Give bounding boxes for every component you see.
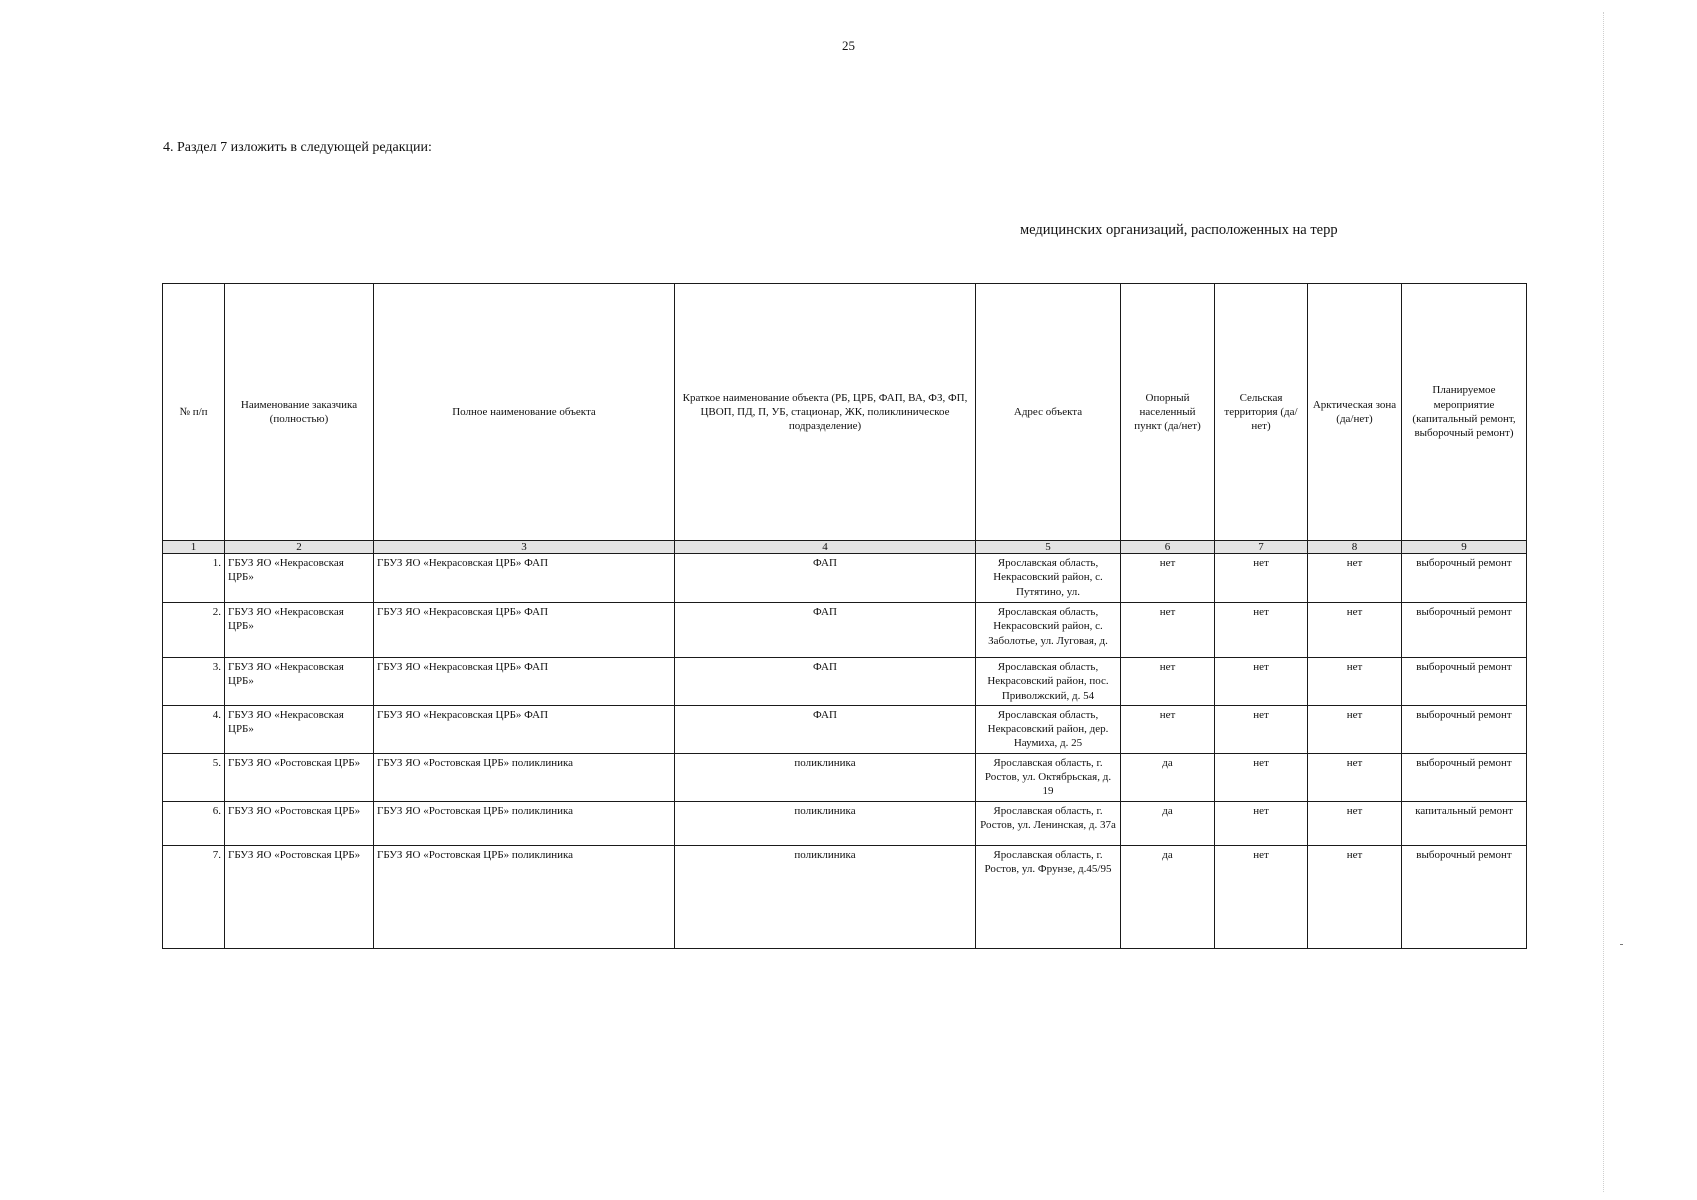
header-cell-base-settlement: Опорный населенный пункт (да/нет) [1121, 284, 1215, 541]
column-number: 7 [1215, 541, 1308, 554]
table-row [163, 801, 1527, 845]
customer-cell: ГБУЗ ЯО «Некрасовская ЦРБ» [225, 603, 374, 658]
short-name-cell: ФАП [675, 603, 976, 658]
table-row [163, 753, 1527, 801]
base-settlement-cell: да [1121, 753, 1215, 801]
address-cell: Ярославская область, Некрасовский район, пос. Приволжский, д. 54 [976, 658, 1121, 706]
rural-cell: нет [1215, 603, 1308, 658]
table-row [163, 658, 1527, 706]
measure-cell: выборочный ремонт [1402, 705, 1527, 753]
short-name-cell: поликлиника [675, 845, 976, 948]
row-number: 7. [163, 845, 225, 948]
column-number: 3 [374, 541, 675, 554]
address-cell: Ярославская область, Некрасовский район, с. Заболотье, ул. Луговая, д. [976, 603, 1121, 658]
arctic-cell: нет [1308, 845, 1402, 948]
short-name-cell: ФАП [675, 554, 976, 603]
address-cell: Ярославская область, г. Ростов, ул. Октябрьская, д. 19 [976, 753, 1121, 801]
short-name-cell: ФАП [675, 658, 976, 706]
page-number: 25 [842, 38, 855, 53]
short-name-cell: поликлиника [675, 801, 976, 845]
customer-cell: ГБУЗ ЯО «Ростовская ЦРБ» [225, 845, 374, 948]
full-name-cell: ГБУЗ ЯО «Некрасовская ЦРБ» ФАП [374, 554, 675, 603]
rural-cell: нет [1215, 658, 1308, 706]
column-number: 2 [225, 541, 374, 554]
address-cell: Ярославская область, г. Ростов, ул. Фрунзе, д.45/95 [976, 845, 1121, 948]
column-number: 4 [675, 541, 976, 554]
intro-text: 4. Раздел 7 изложить в следующей редакции: [163, 140, 432, 155]
table-row [163, 603, 1527, 658]
column-number-row [163, 541, 1527, 554]
customer-cell: ГБУЗ ЯО «Некрасовская ЦРБ» [225, 658, 374, 706]
column-number: 9 [1402, 541, 1527, 554]
page-edge-line [1603, 12, 1604, 1192]
rural-cell: нет [1215, 705, 1308, 753]
row-number: 1. [163, 554, 225, 603]
arctic-cell: нет [1308, 801, 1402, 845]
rural-cell: нет [1215, 753, 1308, 801]
scan-artifact [1620, 944, 1623, 945]
address-cell: Ярославская область, Некрасовский район, с. Путятино, ул. [976, 554, 1121, 603]
rural-cell: нет [1215, 801, 1308, 845]
base-settlement-cell: да [1121, 801, 1215, 845]
table-header-row [163, 284, 1527, 541]
row-number: 4. [163, 705, 225, 753]
customer-cell: ГБУЗ ЯО «Ростовская ЦРБ» [225, 753, 374, 801]
arctic-cell: нет [1308, 603, 1402, 658]
column-number: 6 [1121, 541, 1215, 554]
column-number: 8 [1308, 541, 1402, 554]
row-number: 6. [163, 801, 225, 845]
customer-cell: ГБУЗ ЯО «Некрасовская ЦРБ» [225, 705, 374, 753]
organizations-table [162, 283, 1527, 949]
arctic-cell: нет [1308, 705, 1402, 753]
header-cell-full-name: Полное наименование объекта [374, 284, 675, 541]
header-cell-num: № п/п [163, 284, 225, 541]
table-row [163, 554, 1527, 603]
measure-cell: выборочный ремонт [1402, 554, 1527, 603]
row-number: 5. [163, 753, 225, 801]
header-cell-rural: Сельская территория (да/нет) [1215, 284, 1308, 541]
full-name-cell: ГБУЗ ЯО «Ростовская ЦРБ» поликлиника [374, 753, 675, 801]
row-number: 3. [163, 658, 225, 706]
rural-cell: нет [1215, 554, 1308, 603]
header-cell-address: Адрес объекта [976, 284, 1121, 541]
address-cell: Ярославская область, г. Ростов, ул. Ленинская, д. 37а [976, 801, 1121, 845]
full-name-cell: ГБУЗ ЯО «Некрасовская ЦРБ» ФАП [374, 658, 675, 706]
customer-cell: ГБУЗ ЯО «Ростовская ЦРБ» [225, 801, 374, 845]
base-settlement-cell: нет [1121, 554, 1215, 603]
full-name-cell: ГБУЗ ЯО «Некрасовская ЦРБ» ФАП [374, 705, 675, 753]
measure-cell: выборочный ремонт [1402, 845, 1527, 948]
table-row [163, 845, 1527, 948]
section-title-clipped: медицинских организаций, расположенных на терр [1020, 222, 1338, 238]
full-name-cell: ГБУЗ ЯО «Ростовская ЦРБ» поликлиника [374, 845, 675, 948]
measure-cell: капитальный ремонт [1402, 801, 1527, 845]
arctic-cell: нет [1308, 753, 1402, 801]
table-row [163, 705, 1527, 753]
full-name-cell: ГБУЗ ЯО «Ростовская ЦРБ» поликлиника [374, 801, 675, 845]
row-number: 2. [163, 603, 225, 658]
measure-cell: выборочный ремонт [1402, 658, 1527, 706]
arctic-cell: нет [1308, 658, 1402, 706]
base-settlement-cell: нет [1121, 658, 1215, 706]
header-cell-measure: Планируемое мероприятие (капитальный ремонт, выборочный ремонт) [1402, 284, 1527, 541]
base-settlement-cell: нет [1121, 705, 1215, 753]
base-settlement-cell: да [1121, 845, 1215, 948]
full-name-cell: ГБУЗ ЯО «Некрасовская ЦРБ» ФАП [374, 603, 675, 658]
base-settlement-cell: нет [1121, 603, 1215, 658]
measure-cell: выборочный ремонт [1402, 753, 1527, 801]
short-name-cell: ФАП [675, 705, 976, 753]
address-cell: Ярославская область, Некрасовский район, дер. Наумиха, д. 25 [976, 705, 1121, 753]
short-name-cell: поликлиника [675, 753, 976, 801]
column-number: 1 [163, 541, 225, 554]
arctic-cell: нет [1308, 554, 1402, 603]
column-number: 5 [976, 541, 1121, 554]
header-cell-arctic: Арктическая зона (да/нет) [1308, 284, 1402, 541]
header-cell-customer: Наименование заказчика (полностью) [225, 284, 374, 541]
measure-cell: выборочный ремонт [1402, 603, 1527, 658]
customer-cell: ГБУЗ ЯО «Некрасовская ЦРБ» [225, 554, 374, 603]
rural-cell: нет [1215, 845, 1308, 948]
header-cell-short-name: Краткое наименование объекта (РБ, ЦРБ, ФАП, ВА, ФЗ, ФП, ЦВОП, ПД, П, УБ, стационар, ЖК, поликлиническое подразделение) [675, 284, 976, 541]
